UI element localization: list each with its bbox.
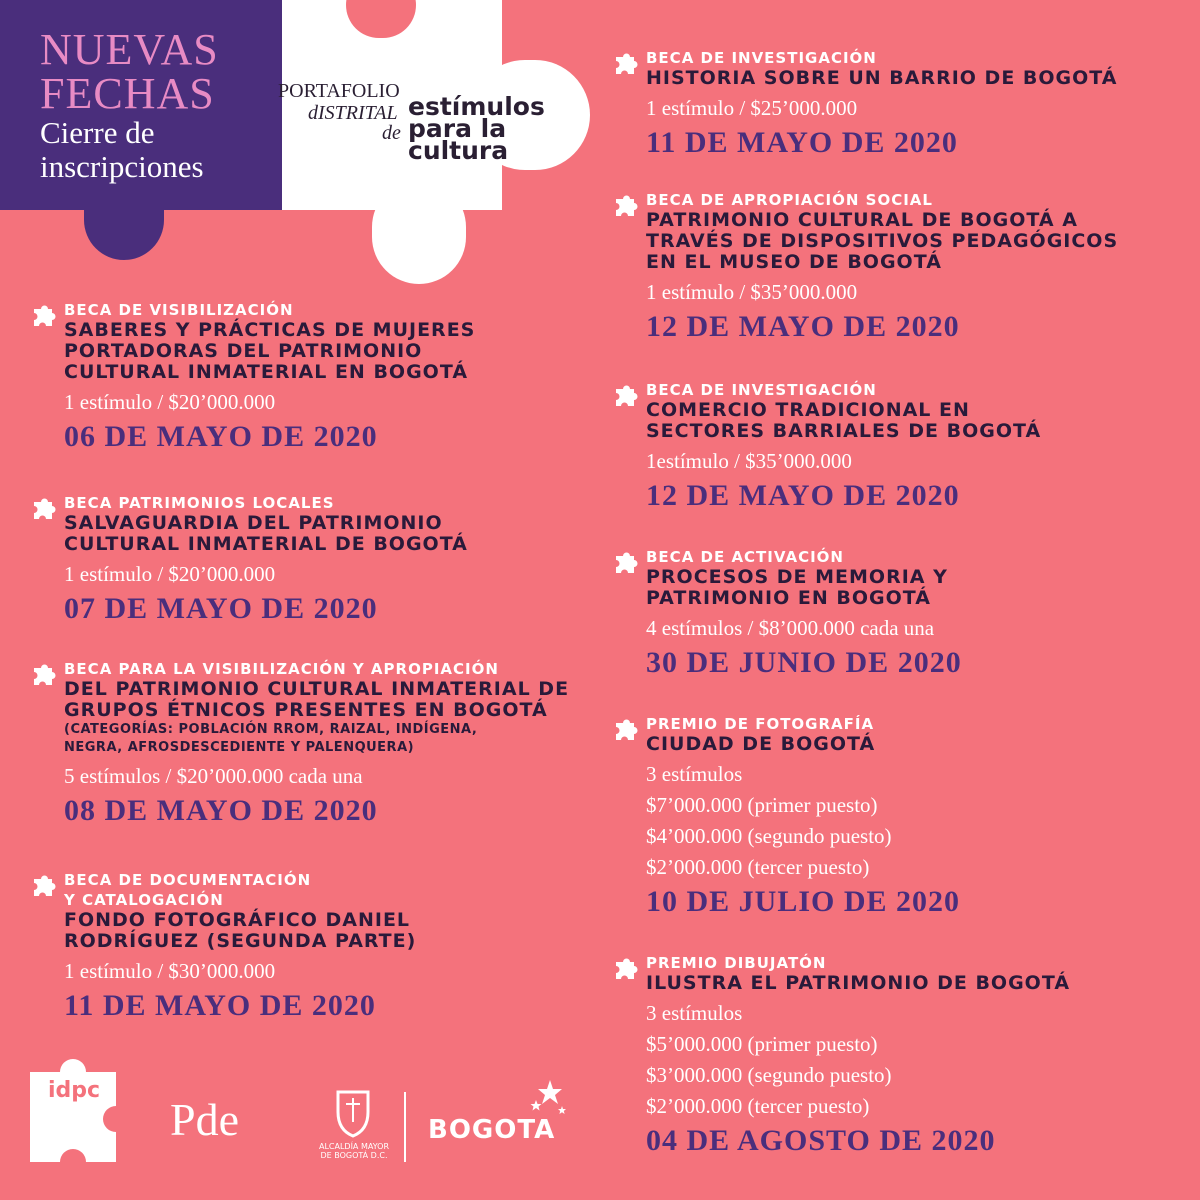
entry-prizes — [64, 559, 468, 590]
entry-prizes — [646, 93, 1118, 124]
call-entry — [64, 870, 416, 1025]
logo-portafolio: PORTAFOLIO — [278, 80, 400, 102]
entry-category — [646, 953, 1070, 973]
puzzle-piece-icon — [34, 663, 56, 685]
entry-prizes — [646, 277, 1118, 308]
logo-bold-line: cultura — [408, 136, 509, 165]
entry-title — [646, 567, 962, 609]
title-line: CULTURAL INMATERIAL DE BOGOTÁ — [64, 533, 468, 555]
subtitle-line: Cierre de — [40, 115, 155, 150]
puzzle-piece-icon — [616, 194, 638, 216]
header-white-bottom-tab — [372, 180, 466, 284]
title-line: SALVAGUARDIA DEL PATRIMONIO — [64, 512, 443, 534]
entry-deadline: 12 DE MAYO DE 2020 — [646, 310, 960, 343]
prize-line: 3 estímulos — [646, 762, 743, 786]
headline-line: NUEVAS — [40, 25, 219, 74]
alcaldia-text — [314, 1142, 394, 1160]
entry-title — [646, 734, 960, 755]
entry-title — [646, 400, 1041, 442]
entry-title — [646, 210, 1118, 273]
puzzle-icon — [30, 1058, 116, 1162]
category-line: BECA DE ACTIVACIÓN — [646, 548, 844, 566]
entry-deadline: 12 DE MAYO DE 2020 — [646, 479, 960, 512]
title-line: PATRIMONIO CULTURAL DE BOGOTÁ A — [646, 209, 1078, 231]
entry-deadline: 04 DE AGOSTO DE 2020 — [646, 1124, 996, 1157]
puzzle-piece-icon — [616, 52, 638, 74]
title-line: RODRÍGUEZ (SEGUNDA PARTE) — [64, 930, 417, 952]
entry-category — [646, 48, 1118, 68]
puzzle-piece-icon — [34, 874, 56, 896]
entry-title — [64, 679, 569, 721]
logo-bold-line: estímulos — [408, 92, 545, 121]
entry-title — [646, 973, 1070, 994]
entry-title — [64, 513, 468, 555]
call-entry — [646, 380, 1041, 515]
category-line: BECA DE INVESTIGACIÓN — [646, 381, 877, 399]
title-line: TRAVÉS DE DISPOSITIVOS PEDAGÓGICOS — [646, 230, 1119, 252]
call-entry — [646, 190, 1118, 346]
entry-deadline: 10 DE JULIO DE 2020 — [646, 885, 961, 918]
prize-line: 1 estímulo / $35’000.000 — [646, 280, 858, 304]
title-line: HISTORIA SOBRE UN BARRIO DE BOGOTÁ — [646, 67, 1118, 89]
alcaldia-line: ALCALDÍA MAYOR — [318, 1142, 390, 1151]
prize-line: 3 estímulos — [646, 1001, 743, 1025]
call-entry — [64, 300, 475, 456]
headline — [40, 25, 219, 118]
entry-category — [64, 870, 416, 910]
alcaldia-line: DE BOGOTÁ D.C. — [320, 1151, 388, 1160]
title-line: FONDO FOTOGRÁFICO DANIEL — [64, 909, 411, 931]
puzzle-piece-icon — [616, 551, 638, 573]
entry-category — [64, 300, 475, 320]
title-line: ILUSTRA EL PATRIMONIO DE BOGOTÁ — [646, 972, 1071, 994]
title-line: SECTORES BARRIALES DE BOGOTÁ — [646, 420, 1042, 442]
prize-line: $2’000.000 (tercer puesto) — [646, 1094, 870, 1118]
entry-title — [646, 68, 1118, 89]
call-entry — [646, 547, 962, 682]
entry-title — [64, 910, 416, 952]
entry-prizes — [646, 759, 960, 883]
bogota-logo: BOGOTA — [428, 1115, 556, 1145]
headline-line: FECHAS — [40, 69, 215, 118]
title-line: PROCESOS DE MEMORIA Y — [646, 566, 948, 588]
title-line: PORTADORAS DEL PATRIMONIO — [64, 340, 423, 362]
entry-prizes — [64, 956, 416, 987]
title-line: DEL PATRIMONIO CULTURAL INMATERIAL DE — [64, 678, 570, 700]
entry-deadline: 08 DE MAYO DE 2020 — [64, 794, 378, 827]
call-entry — [64, 493, 468, 628]
pde-logo: Pde — [170, 1094, 239, 1145]
prize-line: $4’000.000 (segundo puesto) — [646, 824, 892, 848]
category-line: BECA PATRIMONIOS LOCALES — [64, 494, 335, 512]
prize-line: $7’000.000 (primer puesto) — [646, 793, 878, 817]
entry-title — [64, 320, 475, 383]
entry-category — [64, 493, 468, 513]
entry-prizes — [64, 387, 475, 418]
call-entry — [646, 714, 960, 921]
title-line: PATRIMONIO EN BOGOTÁ — [646, 587, 931, 609]
title-line: GRUPOS ÉTNICOS PRESENTES EN BOGOTÁ — [64, 699, 548, 721]
headline-subtitle — [40, 116, 204, 184]
prize-line: $3’000.000 (segundo puesto) — [646, 1063, 892, 1087]
prize-line: 1estímulo / $35’000.000 — [646, 449, 852, 473]
call-entry — [64, 659, 569, 830]
title-line: SABERES Y PRÁCTICAS DE MUJERES — [64, 319, 476, 341]
title-line: EN EL MUSEO DE BOGOTÁ — [646, 251, 942, 273]
entry-category — [64, 659, 569, 679]
prize-line: 1 estímulo / $30’000.000 — [64, 959, 276, 983]
title-line: CIUDAD DE BOGOTÁ — [646, 733, 876, 755]
puzzle-piece-icon — [34, 304, 56, 326]
category-line: PREMIO DE FOTOGRAFÍA — [646, 715, 875, 733]
entry-category — [646, 190, 1118, 210]
prize-line: 4 estímulos / $8’000.000 cada una — [646, 616, 935, 640]
idpc-logo — [30, 1058, 116, 1162]
category-line: BECA DE INVESTIGACIÓN — [646, 49, 877, 67]
entry-deadline: 06 DE MAYO DE 2020 — [64, 420, 378, 453]
title-line: COMERCIO TRADICIONAL EN — [646, 399, 970, 421]
category-line: Y CATALOGACIÓN — [64, 891, 224, 909]
entry-category — [646, 547, 962, 567]
entry-deadline: 30 DE JUNIO DE 2020 — [646, 646, 962, 679]
puzzle-piece-icon — [616, 957, 638, 979]
call-entry — [646, 953, 1070, 1160]
idpc-label: idpc — [48, 1078, 101, 1103]
entry-prizes — [64, 761, 569, 792]
entry-deadline: 07 DE MAYO DE 2020 — [64, 592, 378, 625]
call-entry — [646, 48, 1118, 162]
entry-note — [64, 721, 569, 757]
alcaldia-logo — [318, 1088, 388, 1168]
prize-line: 1 estímulo / $20’000.000 — [64, 562, 276, 586]
logo-bold-line: para la — [408, 114, 507, 143]
category-line: BECA PARA LA VISIBILIZACIÓN Y APROPIACIÓN — [64, 660, 499, 678]
title-line: CULTURAL INMATERIAL EN BOGOTÁ — [64, 361, 469, 383]
puzzle-piece-icon — [34, 497, 56, 519]
puzzle-piece-icon — [616, 384, 638, 406]
prize-line: 1 estímulo / $25’000.000 — [646, 96, 858, 120]
shield-icon — [318, 1088, 388, 1140]
puzzle-piece-icon — [616, 718, 638, 740]
entry-category — [646, 380, 1041, 400]
prize-line: $2’000.000 (tercer puesto) — [646, 855, 870, 879]
logo-de: de — [382, 122, 401, 144]
entry-category — [646, 714, 960, 734]
logo-distrital: dISTRITAL — [308, 102, 398, 124]
portafolio-logo-text — [278, 80, 400, 124]
category-line: BECA DE APROPIACIÓN SOCIAL — [646, 191, 933, 209]
category-line: BECA DE VISIBILIZACIÓN — [64, 301, 294, 319]
category-line: BECA DE DOCUMENTACIÓN — [64, 871, 312, 889]
entry-prizes — [646, 446, 1041, 477]
stars-icon — [528, 1078, 568, 1118]
prize-line: $5’000.000 (primer puesto) — [646, 1032, 878, 1056]
subtitle-line: inscripciones — [40, 149, 204, 184]
note-line: (CATEGORÍAS: POBLACIÓN RROM, RAIZAL, INDÍGENA, — [64, 722, 478, 737]
category-line: PREMIO DIBUJATÓN — [646, 954, 827, 972]
prize-line: 5 estímulos / $20’000.000 cada una — [64, 764, 363, 788]
entry-prizes — [646, 998, 1070, 1122]
logo-estimulos — [408, 92, 545, 165]
note-line: NEGRA, AFROSDESCEDIENTE Y PALENQUERA) — [64, 740, 415, 755]
prize-line: 1 estímulo / $20’000.000 — [64, 390, 276, 414]
entry-deadline: 11 DE MAYO DE 2020 — [646, 126, 958, 159]
entry-deadline: 11 DE MAYO DE 2020 — [64, 989, 376, 1022]
footer-divider — [404, 1092, 406, 1162]
entry-prizes — [646, 613, 962, 644]
